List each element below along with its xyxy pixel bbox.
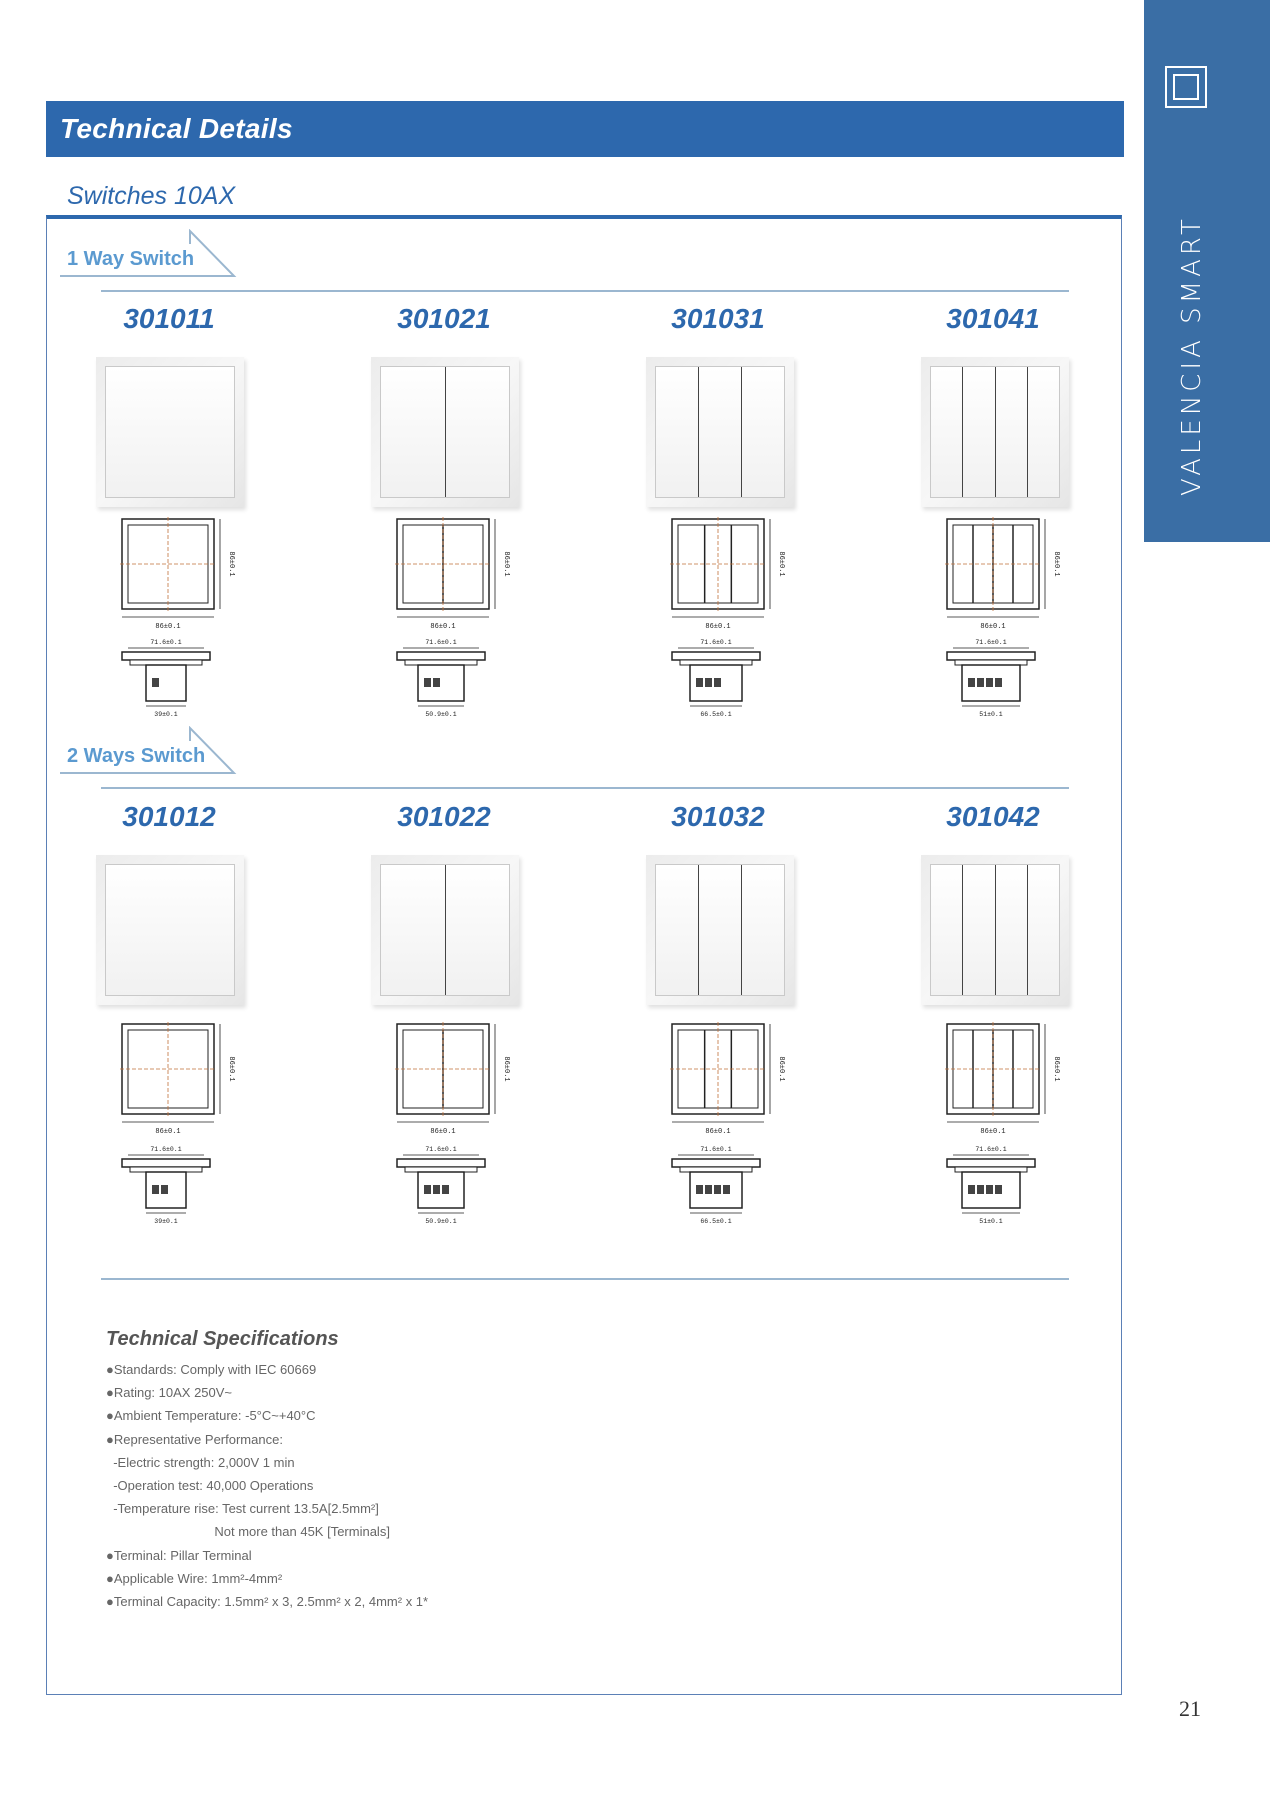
dimension-label: 86±0.1 xyxy=(502,551,510,577)
spec-line: ●Standards: Comply with IEC 60669 xyxy=(106,1362,317,1377)
model-code: 301032 xyxy=(671,801,765,832)
dimension-label: 86±0.1 xyxy=(1052,551,1060,577)
front-drawing xyxy=(395,1022,515,1137)
specs-list xyxy=(106,1358,428,1613)
section-rule xyxy=(101,787,1069,789)
side-drawing xyxy=(395,1143,495,1233)
switch-rocker xyxy=(742,367,784,497)
switch-photo xyxy=(371,855,519,1005)
spec-line: ●Representative Performance: xyxy=(106,1431,283,1447)
model-code: 301021 xyxy=(397,303,491,334)
dimension-label: 66.5±0.1 xyxy=(700,711,732,718)
dimension-label: 86±0.1 xyxy=(777,551,785,577)
switch-rocker xyxy=(996,865,1028,995)
spec-line: Not more than 45K [Terminals] xyxy=(106,1524,390,1540)
page-number: 21 xyxy=(1179,1696,1201,1721)
spec-line: ●Rating: 10AX 250V~ xyxy=(106,1385,233,1401)
dimension-label: 71.6±0.1 xyxy=(150,639,182,646)
switch-rocker xyxy=(931,367,963,497)
spec-line: -Operation test: 40,000 Operations xyxy=(106,1478,314,1494)
switch-rocker xyxy=(446,367,510,497)
dimension-label: 71.6±0.1 xyxy=(425,1146,457,1153)
spec-line: ●Applicable Wire: 1mm²-4mm² xyxy=(106,1570,283,1586)
switch-photo xyxy=(96,855,244,1005)
model-code: 301012 xyxy=(122,801,216,832)
switch-plate xyxy=(105,864,235,996)
spec-line: ●Terminal Capacity: 1.5mm² x 3, 2.5mm² x 2, 4mm² x 1* xyxy=(106,1594,429,1610)
dimension-label: 86±0.1 xyxy=(502,1056,510,1082)
dimension-label: 50.9±0.1 xyxy=(425,711,457,718)
section-label-2ways: 2 Ways Switch xyxy=(67,745,206,767)
switch-rocker xyxy=(699,367,742,497)
dimension-label: 86±0.1 xyxy=(430,1128,456,1136)
specs-rule xyxy=(101,1278,1069,1280)
model-code: 301031 xyxy=(671,303,765,334)
side-drawing xyxy=(120,1143,220,1233)
switch-rocker xyxy=(742,865,784,995)
dimension-label: 39±0.1 xyxy=(154,711,178,718)
dimension-label: 71.6±0.1 xyxy=(425,639,457,646)
model-code: 301042 xyxy=(946,801,1040,832)
section-rule xyxy=(101,290,1069,292)
dimension-label: 86±0.1 xyxy=(1052,1056,1060,1082)
switch-plate xyxy=(930,366,1060,498)
front-drawing xyxy=(120,1022,240,1137)
switch-plate xyxy=(930,864,1060,996)
switch-rocker xyxy=(656,865,699,995)
dimension-label: 86±0.1 xyxy=(777,1056,785,1082)
spec-line: -Electric strength: 2,000V 1 min xyxy=(106,1454,295,1470)
section-subtitle: Switches 10AX xyxy=(67,182,236,210)
front-drawing xyxy=(120,517,240,632)
model-code: 301022 xyxy=(397,801,491,832)
switch-rocker xyxy=(699,865,742,995)
side-drawing xyxy=(395,636,495,726)
dimension-label: 86±0.1 xyxy=(430,623,456,631)
dimension-label: 71.6±0.1 xyxy=(150,1146,182,1153)
dimension-label: 51±0.1 xyxy=(979,711,1003,718)
dimension-label: 86±0.1 xyxy=(705,1128,731,1136)
front-drawing xyxy=(395,517,515,632)
switch-photo xyxy=(646,357,794,507)
switch-rocker xyxy=(931,865,963,995)
spec-line: ●Terminal: Pillar Terminal xyxy=(106,1547,252,1563)
model-code: 301011 xyxy=(123,303,215,334)
switch-rocker xyxy=(1028,865,1059,995)
section-label-1way: 1 Way Switch xyxy=(67,248,195,270)
dimension-label: 71.6±0.1 xyxy=(700,1146,732,1153)
side-drawing xyxy=(945,1143,1045,1233)
switch-photo xyxy=(921,855,1069,1005)
switch-rocker xyxy=(381,865,446,995)
front-drawing xyxy=(670,517,790,632)
dimension-label: 71.6±0.1 xyxy=(700,639,732,646)
switch-rocker xyxy=(1028,367,1059,497)
switch-photo xyxy=(371,357,519,507)
specs-title: Technical Specifications xyxy=(106,1328,339,1350)
side-drawing xyxy=(945,636,1045,726)
front-drawing xyxy=(945,1022,1065,1137)
switch-rocker xyxy=(656,367,699,497)
page-title: Technical Details xyxy=(60,113,293,144)
switch-plate xyxy=(380,864,510,996)
switch-rocker xyxy=(381,367,446,497)
dimension-label: 86±0.1 xyxy=(155,1128,181,1136)
spec-line: ●Ambient Temperature: -5°C~+40°C xyxy=(106,1408,316,1424)
dimension-label: 86±0.1 xyxy=(155,623,181,631)
switch-rocker xyxy=(963,367,995,497)
front-drawing xyxy=(945,517,1065,632)
model-code: 301041 xyxy=(946,303,1040,334)
switch-rocker xyxy=(996,367,1028,497)
front-drawing xyxy=(670,1022,790,1137)
dimension-label: 71.6±0.1 xyxy=(975,1146,1007,1153)
switch-photo xyxy=(646,855,794,1005)
dimension-label: 86±0.1 xyxy=(980,623,1006,631)
switch-plate xyxy=(105,366,235,498)
dimension-label: 39±0.1 xyxy=(154,1218,178,1225)
dimension-label: 86±0.1 xyxy=(227,551,235,577)
switch-rocker xyxy=(963,865,995,995)
dimension-label: 86±0.1 xyxy=(980,1128,1006,1136)
switch-plate xyxy=(380,366,510,498)
side-drawing xyxy=(670,636,770,726)
switch-rocker xyxy=(106,865,234,995)
header-bar xyxy=(46,101,1124,157)
switch-plate xyxy=(655,366,785,498)
switch-plate xyxy=(655,864,785,996)
switch-photo xyxy=(96,357,244,507)
dimension-label: 50.9±0.1 xyxy=(425,1218,457,1225)
switch-rocker xyxy=(106,367,234,497)
dimension-label: 86±0.1 xyxy=(227,1056,235,1082)
dimension-label: 51±0.1 xyxy=(979,1218,1003,1225)
dimension-label: 86±0.1 xyxy=(705,623,731,631)
dimension-label: 71.6±0.1 xyxy=(975,639,1007,646)
switch-rocker xyxy=(446,865,510,995)
side-drawing xyxy=(670,1143,770,1233)
spec-line: -Temperature rise: Test current 13.5A[2.5mm²] xyxy=(106,1501,379,1517)
switch-photo xyxy=(921,357,1069,507)
side-drawing xyxy=(120,636,220,726)
brand-name: VALENCIA SMART xyxy=(1177,215,1207,496)
dimension-label: 66.5±0.1 xyxy=(700,1218,732,1225)
brand-logo-icon xyxy=(1165,66,1207,108)
